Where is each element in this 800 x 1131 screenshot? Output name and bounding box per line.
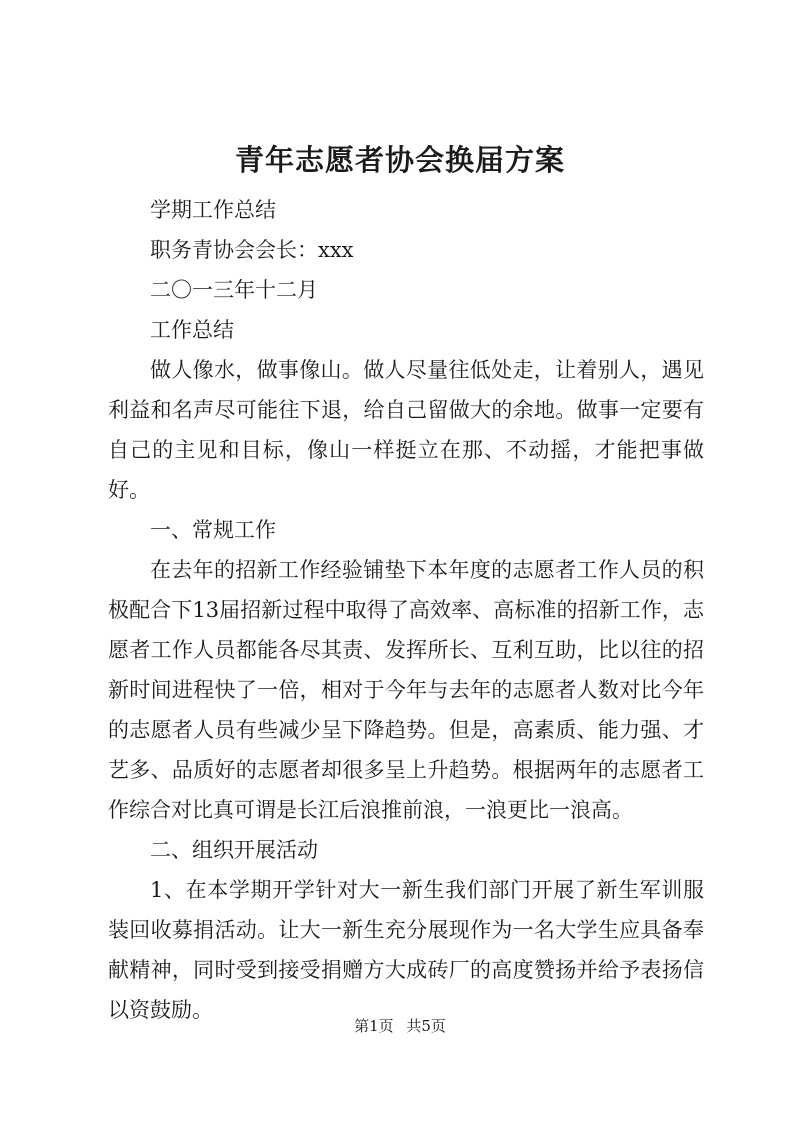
paragraph-routine-work: 在去年的招新工作经验铺垫下本年度的志愿者工作人员的积极配合下13届招新过程中取得了高效率、高标准的招新工作，志愿者工作人员都能各尽其责、发挥所长、互利互助，比以往的招新时间进程快了一倍，相对于今年与去年的志愿者人数对比今年的志愿者人员有些减少呈下降趋势。但是，高素质、能力强、才艺多、品质好的志愿者却很多呈上升趋势。根据两年的志愿者工作综合对比真可谓是长江后浪推前浪，一浪更比一浪高。 <box>108 558 704 822</box>
paragraph-date: 二〇一三年十二月 <box>150 278 318 302</box>
document-title: 青年志愿者协会换届方案 <box>234 143 565 177</box>
paragraph-position: 职务青协会会长：xxx <box>150 238 354 262</box>
section-heading-activities: 二、组织开展活动 <box>150 838 318 862</box>
paragraph-heading-summary: 工作总结 <box>150 318 234 342</box>
document-body <box>108 190 704 1030</box>
paragraph-subtitle: 学期工作总结 <box>150 198 276 222</box>
page-footer <box>0 1016 800 1036</box>
page-number: 第1页 <box>354 1017 394 1035</box>
paragraph-motto: 做人像水，做事像山。做人尽量往低处走，让着别人，遇见利益和名声尽可能往下退，给自己留做大的余地。做事一定要有自己的主见和目标，像山一样挺立在那、不动摇，才能把事做好。 <box>108 358 704 502</box>
page-total: 共5页 <box>406 1017 446 1035</box>
section-heading-routine-work: 一、常规工作 <box>150 518 276 542</box>
paragraph-activity-1: 1、在本学期开学针对大一新生我们部门开展了新生军训服装回收募捐活动。让大一新生充分展现作为一名大学生应具备奉献精神，同时受到接受捐赠方大成砖厂的高度赞扬并给予表扬信以资鼓励。 <box>108 878 704 1022</box>
